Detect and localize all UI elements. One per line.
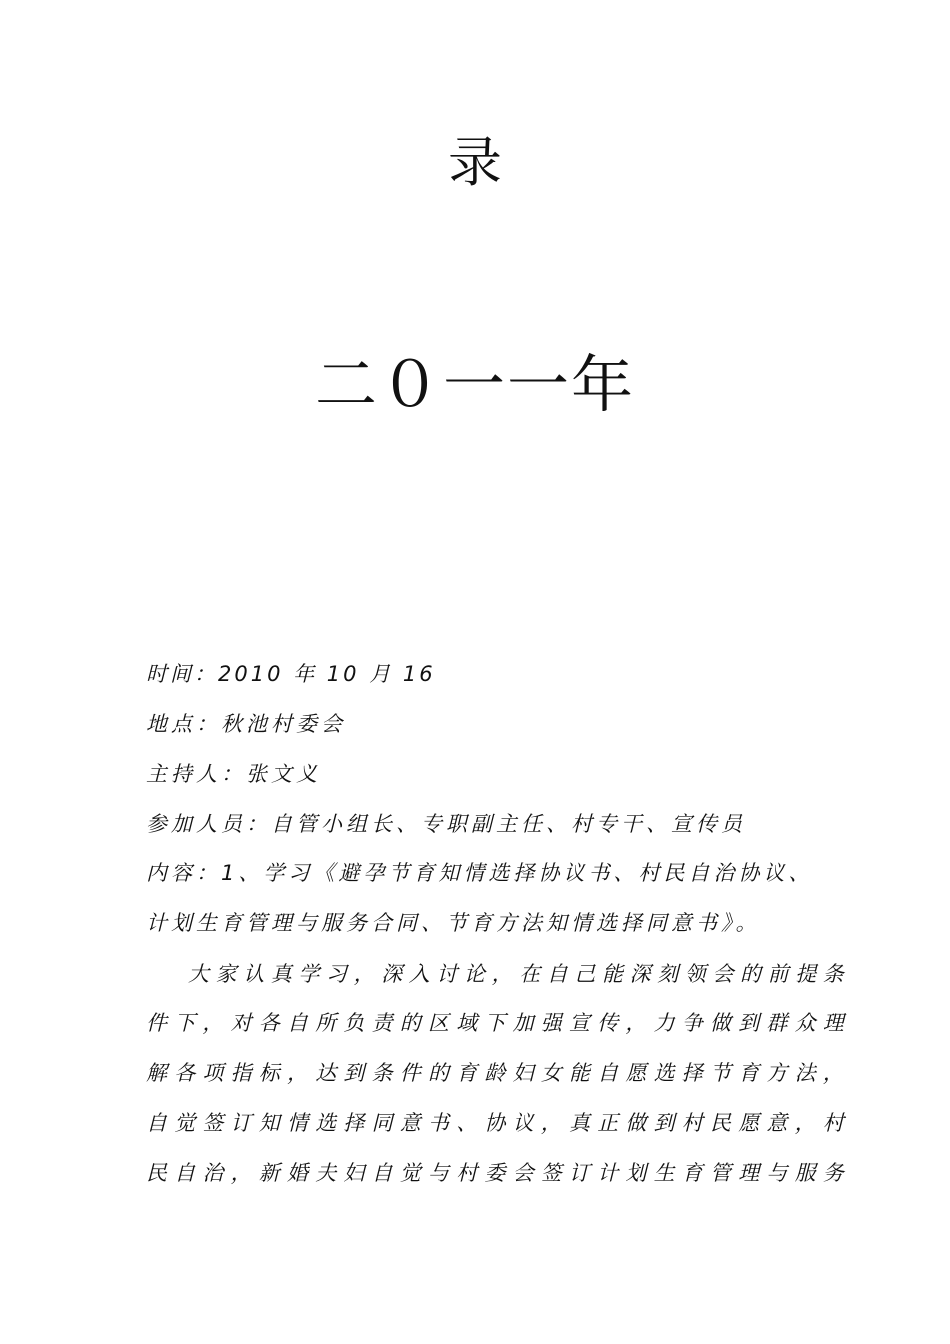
body-paragraph-line: 自觉签订知情选择同意书、协议，真正做到村民愿意，村 [146, 1111, 851, 1135]
header-character: 录 [448, 131, 502, 194]
body-paragraph-line: 民自治，新婚夫妇自觉与村委会签订计划生育管理与服务 [146, 1161, 851, 1185]
meeting-content-line-2: 计划生育管理与服务合同、节育方法知情选择同意书》。 [146, 911, 761, 935]
body-paragraph-line: 解各项指标，达到条件的育龄妇女能自愿选择节育方法， [146, 1061, 851, 1085]
body-paragraph-line: 大家认真学习，深入讨论，在自己能深刻领会的前提条 [188, 962, 851, 986]
year-title: 二０一一年 [314, 348, 635, 421]
meeting-time: 时间：2010 年 10 月 16 [146, 662, 436, 686]
body-paragraph-line: 件下，对各自所负责的区域下加强宣传，力争做到群众理 [146, 1011, 851, 1035]
meeting-content-line-1: 内容：1、学习《避孕节育知情选择协议书、村民自治协议、 [146, 861, 814, 885]
meeting-place: 地点：秋池村委会 [146, 712, 346, 736]
meeting-host: 主持人：张文义 [146, 762, 321, 786]
meeting-attendees: 参加人员：自管小组长、专职副主任、村专干、宣传员 [146, 812, 746, 836]
